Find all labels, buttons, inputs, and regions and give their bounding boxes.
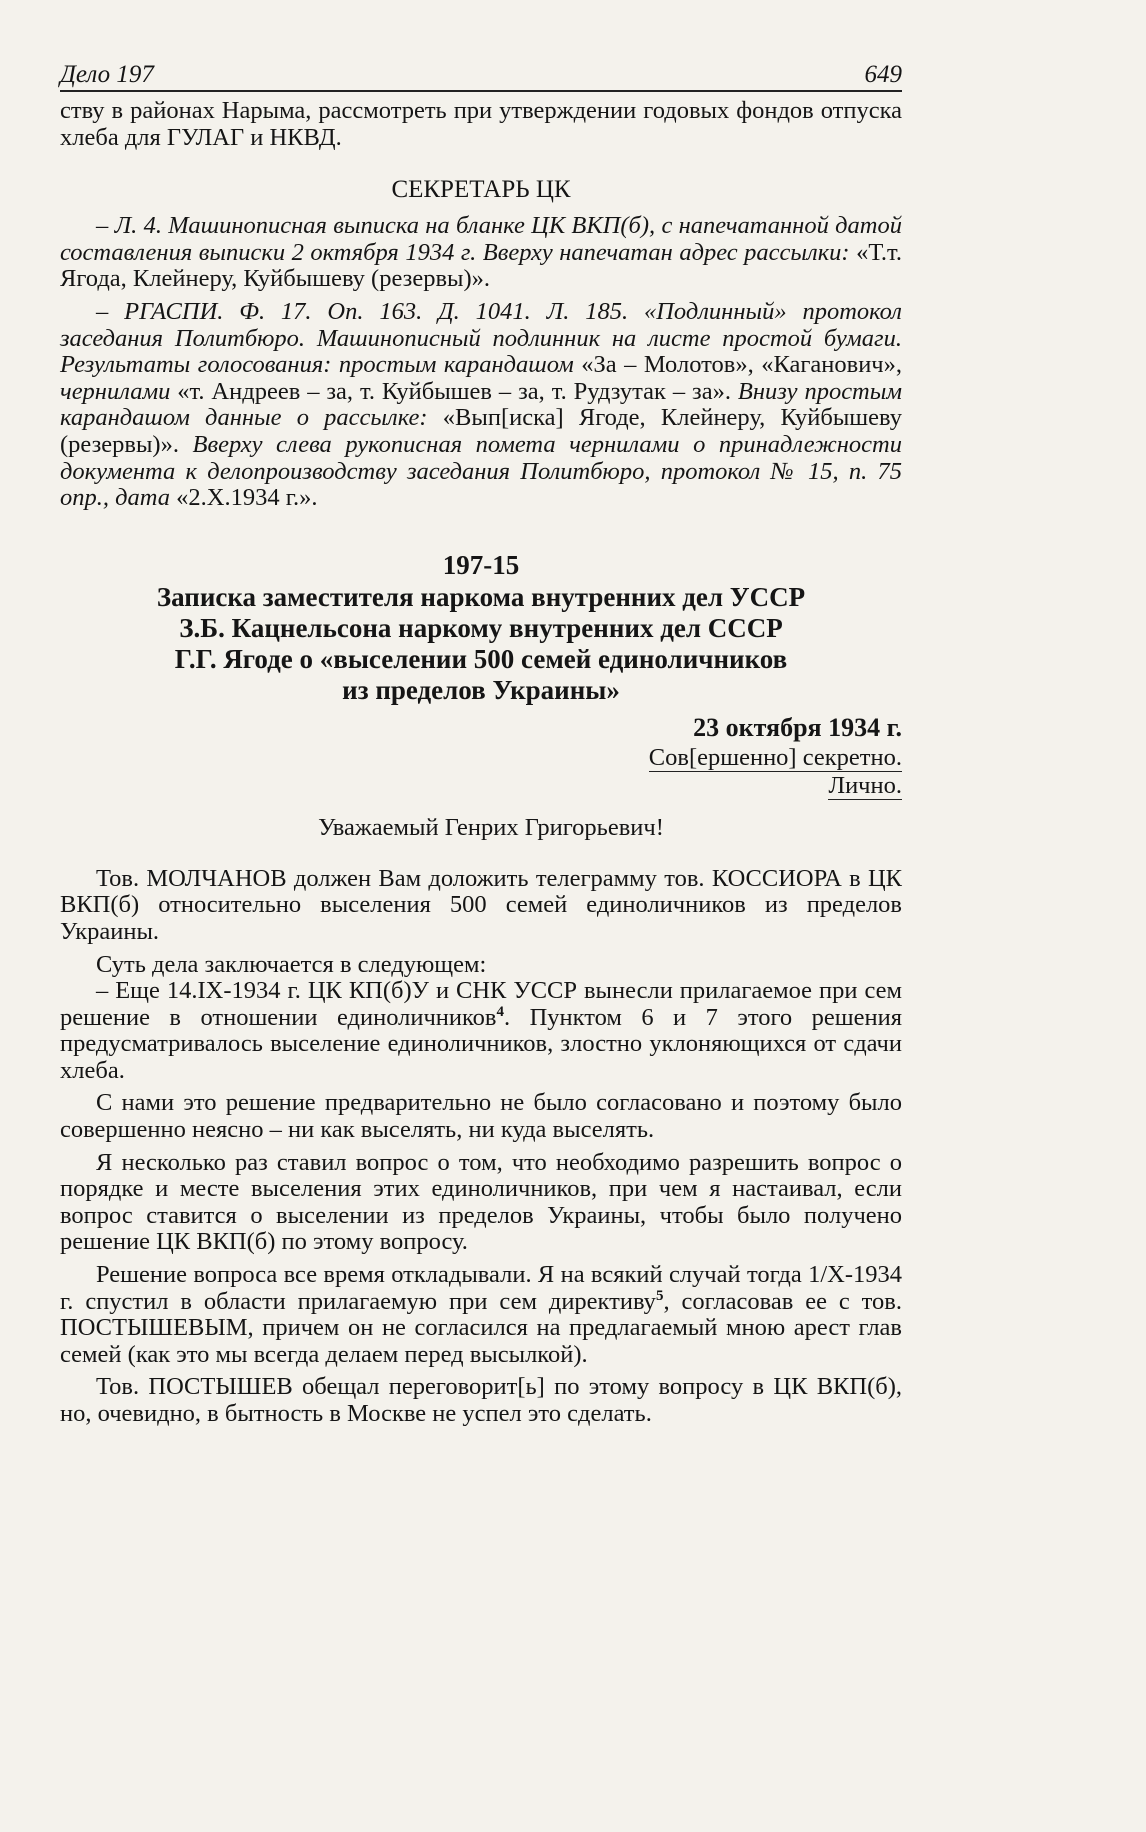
note2-part-g: Вверху слева рукописная помета чернилами о принадлежности документа к делопроизводству заседания Политбюро, протокол № 15, п. 75 опр., дата [60,430,902,512]
title-line-4: из пределов Украины» [342,674,620,705]
title-line-1: Записка заместителя наркома внутренних дел УССР [156,581,806,612]
document-number: 197-15 [442,549,520,580]
note2-part-b: «За – Молотов», «Каганович», [581,351,902,379]
title-line-3: Г.Г. Ягоде о «выселении 500 семей единоличников [174,643,788,674]
header-page-number: 649 [864,61,902,88]
note2-part-d: «т. Андреев – за, т. Куйбышев – за, т. Рудзутак – за». [177,377,738,405]
running-header [60,54,902,92]
body-paragraph-1: Тов. МОЛЧАНОВ должен Вам доложить телеграмму тов. КОССИОРА в ЦК ВКП(б) относительно выселения 500 семей единоличников из пределов Украины. [60,864,902,945]
footnote-ref-4: 4 [496,1003,504,1020]
note1-italic: – Л. 4. Машинописная выписка на бланке ЦК ВКП(б), с напечатанной датой составления выписки 2 октября 1934 г. Вверху напечатан адрес рассылки: [60,212,902,266]
document-date: 23 октября 1934 г. [693,712,902,742]
classification-mark [60,744,902,772]
body-paragraph-7: Тов. ПОСТЫШЕВ обещал переговорит[ь] по этому вопросу в ЦК ВКП(б), но, очевидно, в бытность в Москве не успел это сделать. [60,1373,902,1427]
archival-note-1 [60,213,902,293]
archival-note-2 [60,299,902,512]
personal-mark [60,772,902,800]
body-paragraph-6 [60,1262,902,1368]
p6-text-a: Решение вопроса все время откладывали. Я на всякий случай тогда 1/Х-1934 г. спустил в области прилагаемую при сем директиву [60,1261,902,1315]
body-paragraph-3 [60,978,902,1084]
signature-line: СЕКРЕТАРЬ ЦК [391,176,571,204]
note2-part-a: – РГАСПИ. Ф. 17. Оп. 163. Д. 1041. Л. 185. «Подлинный» протокол заседания Политбюро. Машинописный подлинник на листе простой бумаги. Результаты голосования: простым карандашом [60,297,902,379]
note2-part-h: «2.Х.1934 г.». [176,484,318,512]
p3-text-a: – Еще 14.IX-1934 г. ЦК КП(б)У и СНК УССР вынесли прилагаемое при сем решение в отношении единоличников [60,977,902,1031]
classification-text: Сов[ершенно] секретно. [648,743,902,771]
title-line-2: З.Б. Кацнельсона наркому внутренних дел СССР [179,612,783,643]
note2-part-e: Внизу простым карандашом данные о рассылке: [60,377,902,432]
body-paragraph-5: Я несколько раз ставил вопрос о том, что необходимо разрешить вопрос о порядке и месте выселения этих единоличников, при чем я настаивал, если вопрос ставится о выселении из пределов Украины, чтобы было получено решение ЦК ВКП(б) по этому вопросу. [60,1148,902,1256]
body-paragraph-2: Суть дела заключается в следующем: [96,950,487,978]
footnote-ref-5: 5 [655,1287,664,1304]
note2-part-c: чернилами [60,377,178,405]
note1-plain: «Т.т. Ягода, Клейнеру, Куйбышеву (резервы)». [60,238,902,293]
p3-text-b: . Пунктом 6 и 7 этого решения предусматривалось выселение единоличников, злостно уклоняющихся от сдачи хлеба. [60,1003,902,1084]
page [60,54,902,1428]
note2-part-f: «Вып[иска] Ягоде, Клейнеру, Куйбышеву (резервы)». [60,404,903,458]
continuation-paragraph: ству в районах Нарыма, рассмотреть при утверждении годовых фондов отпуска хлеба для ГУЛАГ и НКВД. [60,97,902,151]
header-case-number: Дело 197 [60,61,154,88]
p6-text-b: , согласовав ее с тов. ПОСТЫШЕВЫМ, причем он не согласился на предлагаемый мною арест глав семей (как это мы всегда делаем перед высылкой). [60,1287,902,1368]
document-title [60,582,902,706]
salutation: Уважаемый Генрих Григорьевич! [318,813,664,841]
body-paragraph-4: С нами это решение предварительно не было согласовано и поэтому было совершенно неясно – ни как выселять, ни куда выселять. [60,1089,902,1144]
personal-text: Лично. [828,771,902,799]
